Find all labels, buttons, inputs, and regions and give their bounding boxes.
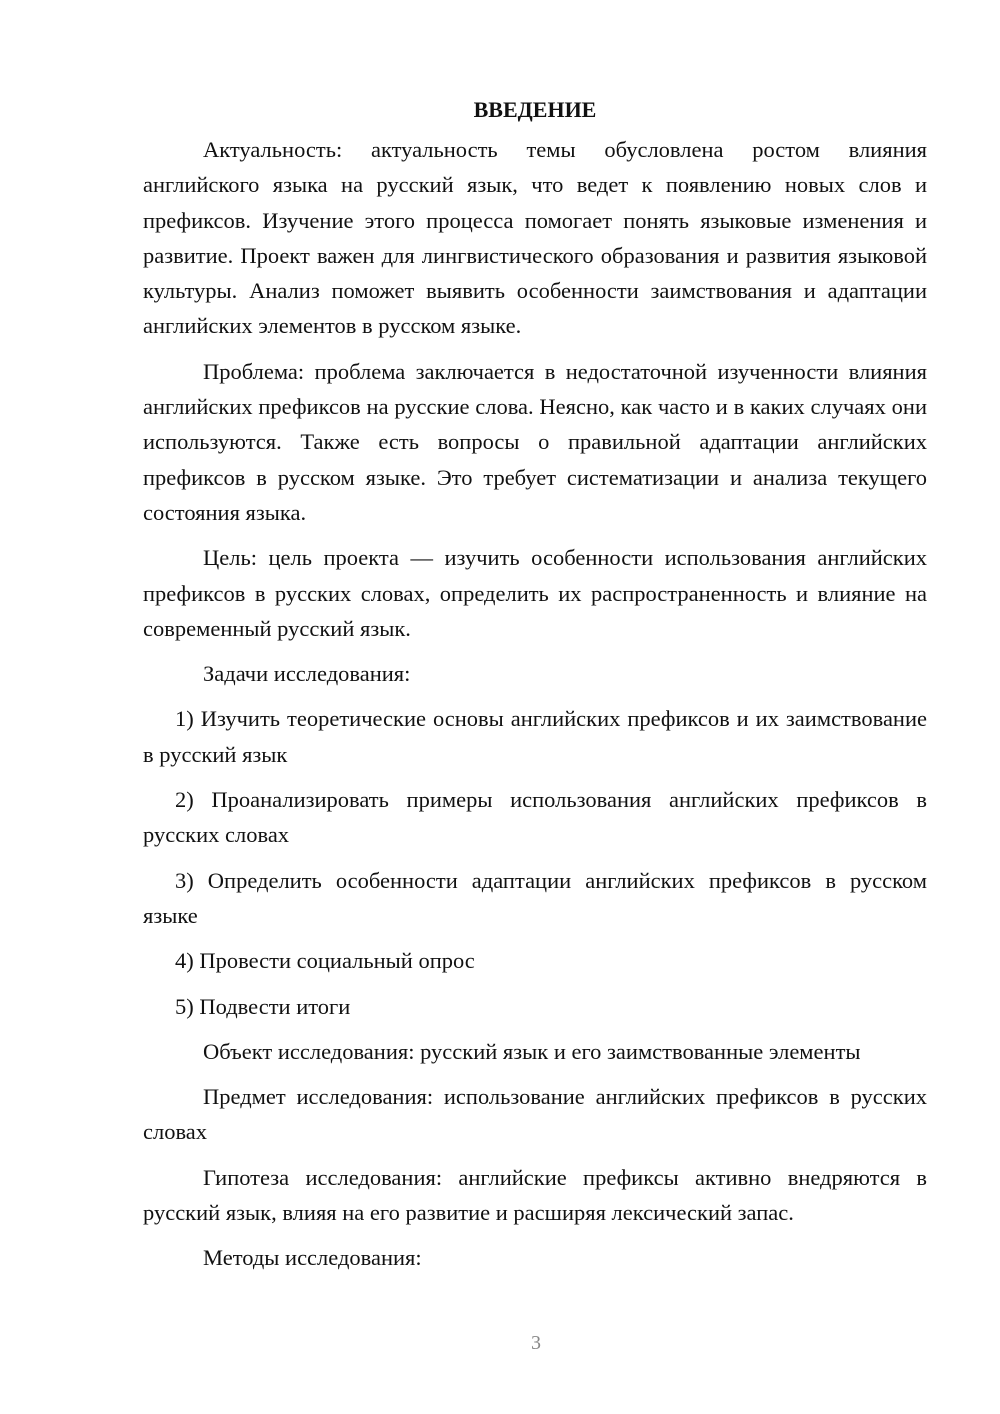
- task-item-5: 5) Подвести итоги: [175, 993, 351, 1019]
- paragraph-subject: Предмет исследования: использование английских префиксов в русских словах: [143, 1084, 927, 1145]
- task-item-2: 2) Проанализировать примеры использования английских префиксов в русских словах: [143, 787, 927, 848]
- paragraph-goal: Цель: цель проекта — изучить особенности использования английских префиксов в русских словах, определить их распространенность и влияние на современный русский язык.: [143, 545, 927, 641]
- task-item-1: 1) Изучить теоретические основы английских префиксов и их заимствование в русский язык: [143, 706, 927, 767]
- paragraph-methods: Методы исследования:: [203, 1245, 422, 1271]
- page-title: ВВЕДЕНИЕ: [473, 97, 597, 122]
- paragraph-object: Объект исследования: русский язык и его заимствованные элементы: [203, 1038, 861, 1064]
- page-number: 3: [531, 1332, 541, 1354]
- paragraph-relevance: Актуальность: актуальность темы обусловлена ростом влияния английского языка на русский язык, что ведет к появлению новых слов и префиксов. Изучение этого процесса помогает понять языковые изменения и развитие. Проект важен для лингвистического образования и развития языковой культуры. Анализ поможет выявить особенности заимствования и адаптации английских элементов в русском языке.: [143, 137, 927, 339]
- task-item-3: 3) Определить особенности адаптации английских префиксов в русском языке: [143, 867, 927, 928]
- paragraph-hypothesis: Гипотеза исследования: английские префиксы активно внедряются в русский язык, влияя на его развитие и расширяя лексический запас.: [143, 1164, 927, 1226]
- task-item-4: 4) Провести социальный опрос: [175, 948, 475, 974]
- paragraph-problem: Проблема: проблема заключается в недостаточной изученности влияния английских префиксов на русские слова. Неясно, как часто и в каких случаях они используются. Также есть вопросы о правильной адаптации английских префиксов в русском языке. Это требует систематизации и анализа текущего состояния языка.: [143, 358, 927, 525]
- paragraph-tasks-heading: Задачи исследования:: [203, 661, 411, 687]
- document-page: [143, 92, 927, 1286]
